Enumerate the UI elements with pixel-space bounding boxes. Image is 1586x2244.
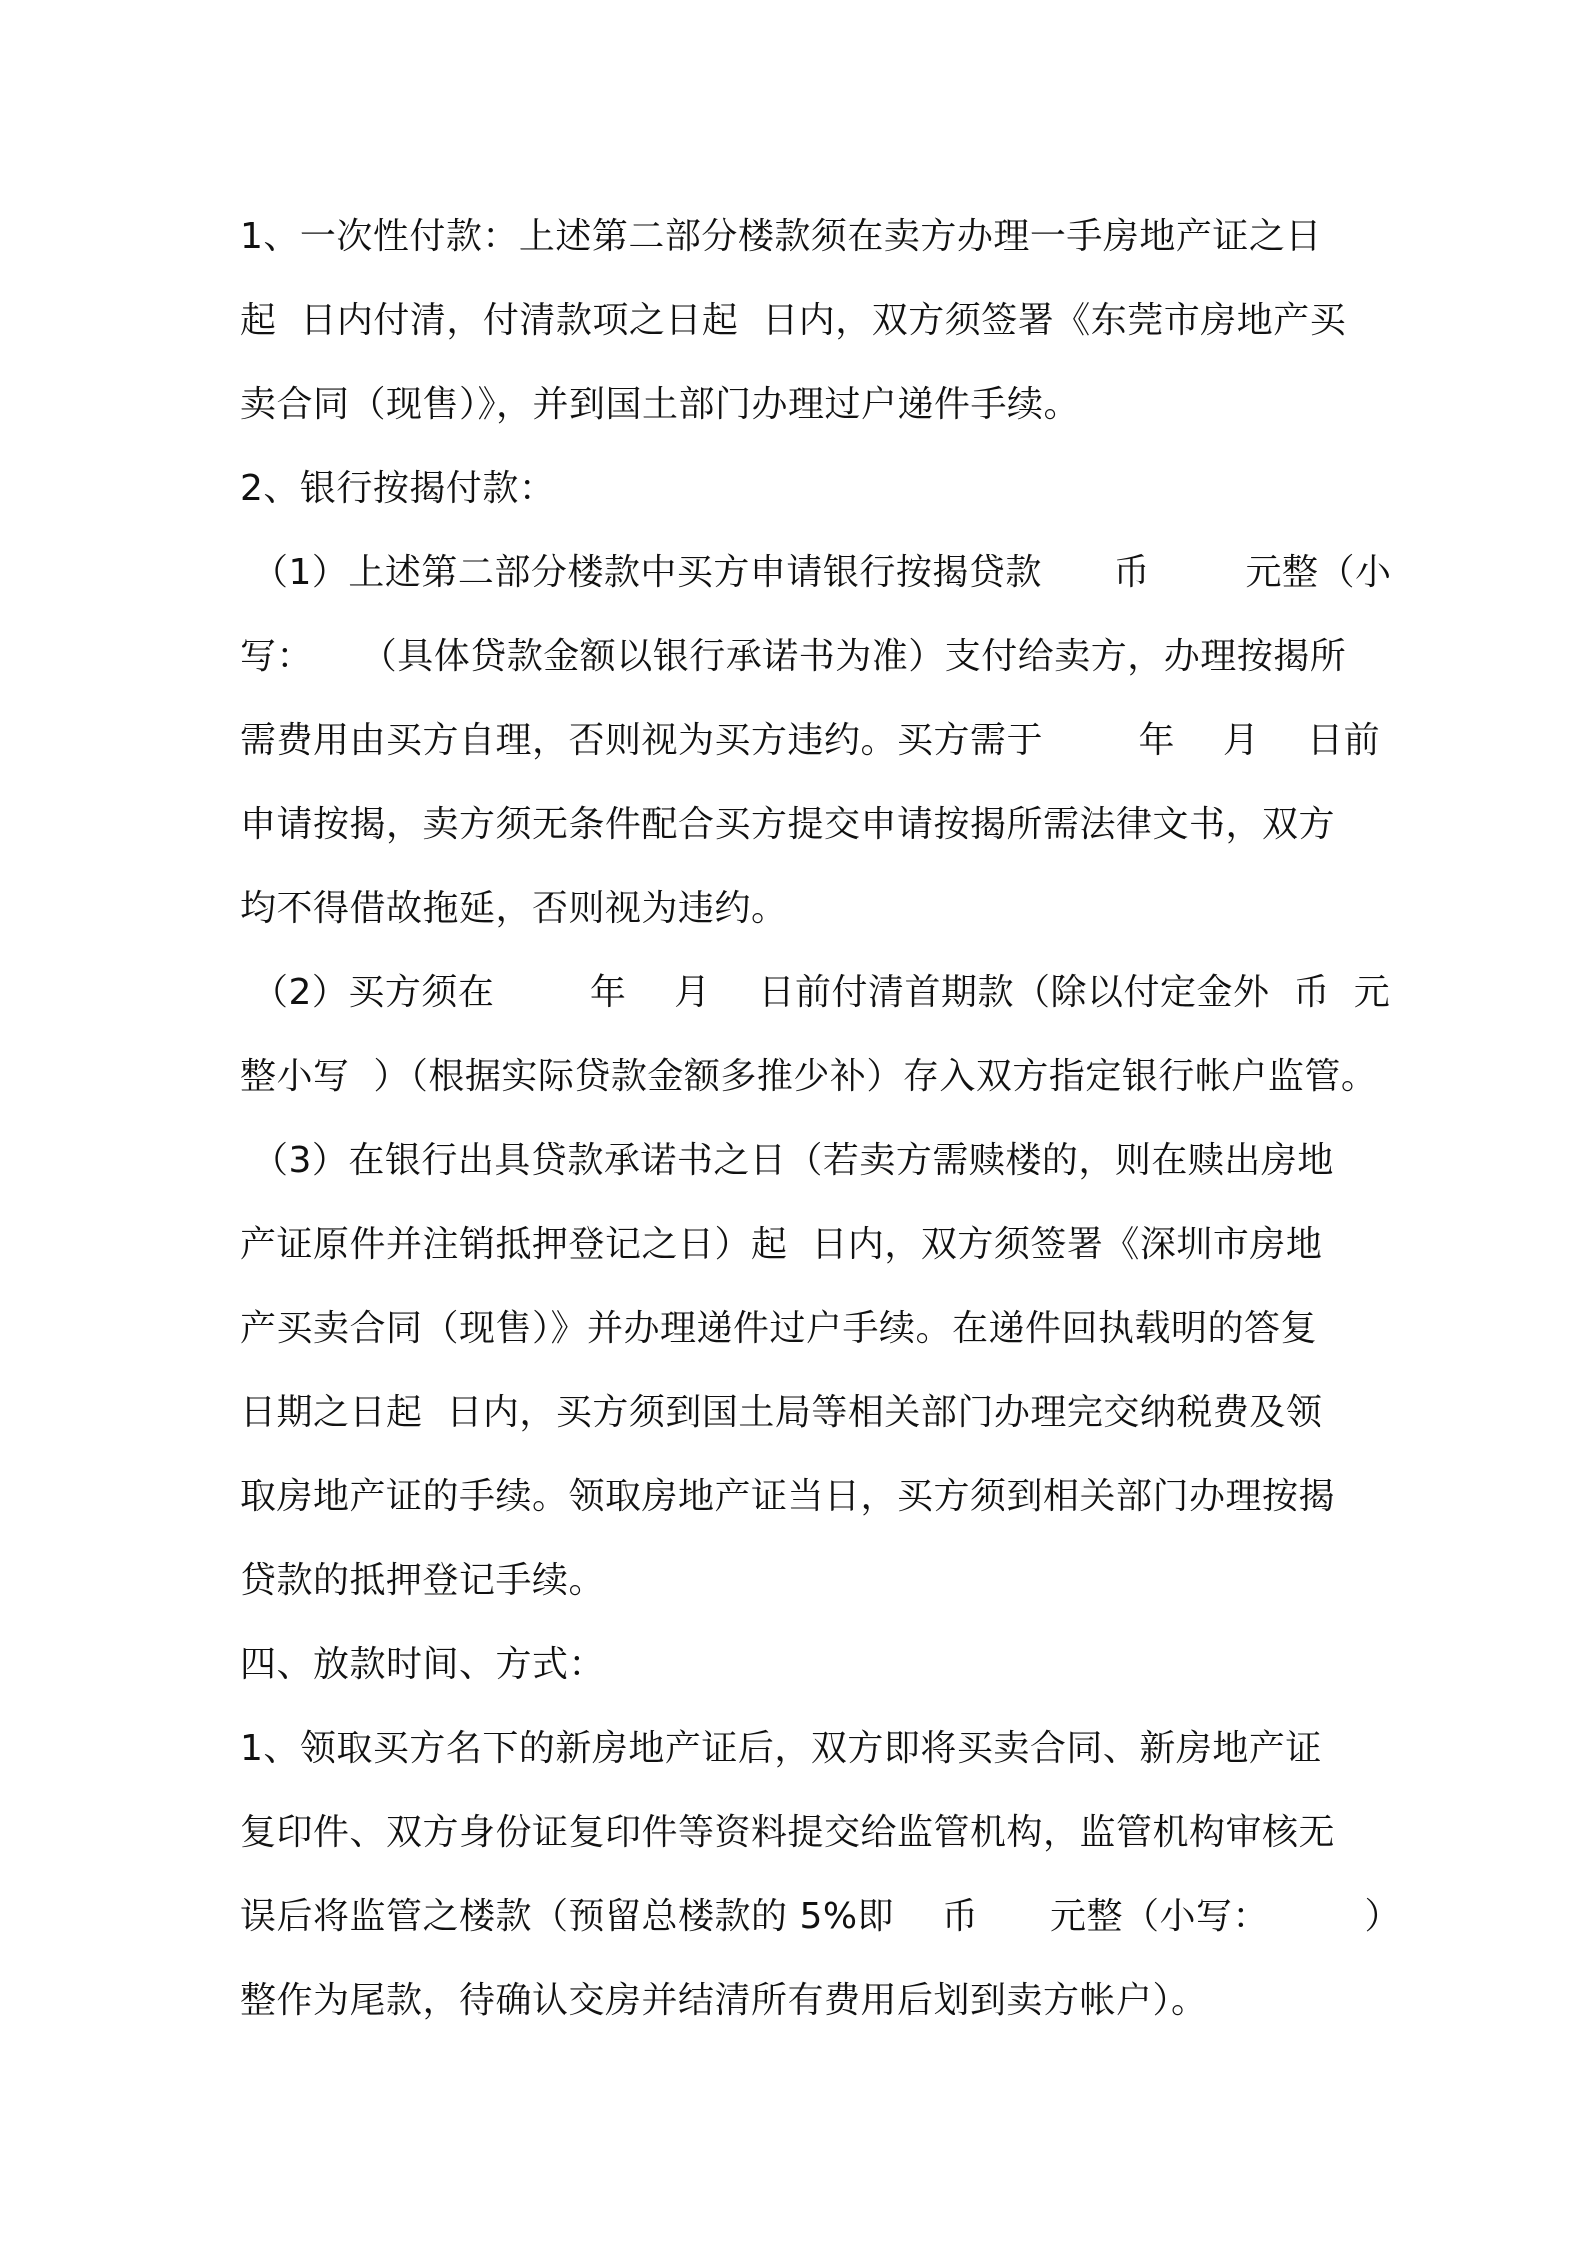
- section-heading: 2、银行按揭付款：: [240, 468, 556, 509]
- text-line: （3）在银行出具贷款承诺书之日（若卖方需赎楼的，则在赎出房地: [240, 1140, 1334, 1181]
- text-line: 申请按揭，卖方须无条件配合买方提交申请按揭所需法律文书，双方: [240, 804, 1336, 845]
- text-line: （2）买方须在 年 月 日前付清首期款（除以付定金外 币 元: [240, 972, 1391, 1013]
- text-line: 误后将监管之楼款（预留总楼款的 5%即 币 元整（小写： ）: [240, 1896, 1402, 1937]
- text-line: 卖合同（现售）》，并到国土部门办理过户递件手续。: [240, 384, 1081, 425]
- text-line: 贷款的抵押登记手续。: [240, 1560, 606, 1601]
- text-line: 起 日内付清，付清款项之日起 日内，双方须签署《东莞市房地产买: [240, 300, 1347, 341]
- text-line: 产证原件并注销抵押登记之日）起 日内，双方须签署《深圳市房地: [240, 1224, 1323, 1265]
- text-line: 整小写 ）（根据实际贷款金额多推少补）存入双方指定银行帐户监管。: [240, 1056, 1378, 1097]
- text-line: 日期之日起 日内，买方须到国土局等相关部门办理完交纳税费及领: [240, 1392, 1323, 1433]
- document-body: [240, 195, 1402, 2043]
- text-line: 写： （具体贷款金额以银行承诺书为准）支付给卖方，办理按揭所: [240, 636, 1347, 677]
- text-line: 产买卖合同（现售）》并办理递件过户手续。在递件回执载明的答复: [240, 1308, 1318, 1349]
- text-line: （1）上述第二部分楼款中买方申请银行按揭贷款 币 元整（小: [240, 552, 1392, 593]
- text-line: 取房地产证的手续。领取房地产证当日，买方须到相关部门办理按揭: [240, 1476, 1336, 1517]
- section-heading: 四、放款时间、方式：: [240, 1644, 606, 1685]
- text-line: 整作为尾款，待确认交房并结清所有费用后划到卖方帐户）。: [240, 1980, 1208, 2021]
- text-line: 复印件、双方身份证复印件等资料提交给监管机构，监管机构审核无: [240, 1812, 1336, 1853]
- text-line: 需费用由买方自理，否则视为买方违约。买方需于 年 月 日前: [240, 720, 1381, 761]
- text-line: 1、一次性付款：上述第二部分楼款须在卖方办理一手房地产证之日: [240, 216, 1322, 257]
- text-line: 1、领取买方名下的新房地产证后，双方即将买卖合同、新房地产证: [240, 1728, 1322, 1769]
- text-line: 均不得借故拖延，否则视为违约。: [240, 888, 788, 929]
